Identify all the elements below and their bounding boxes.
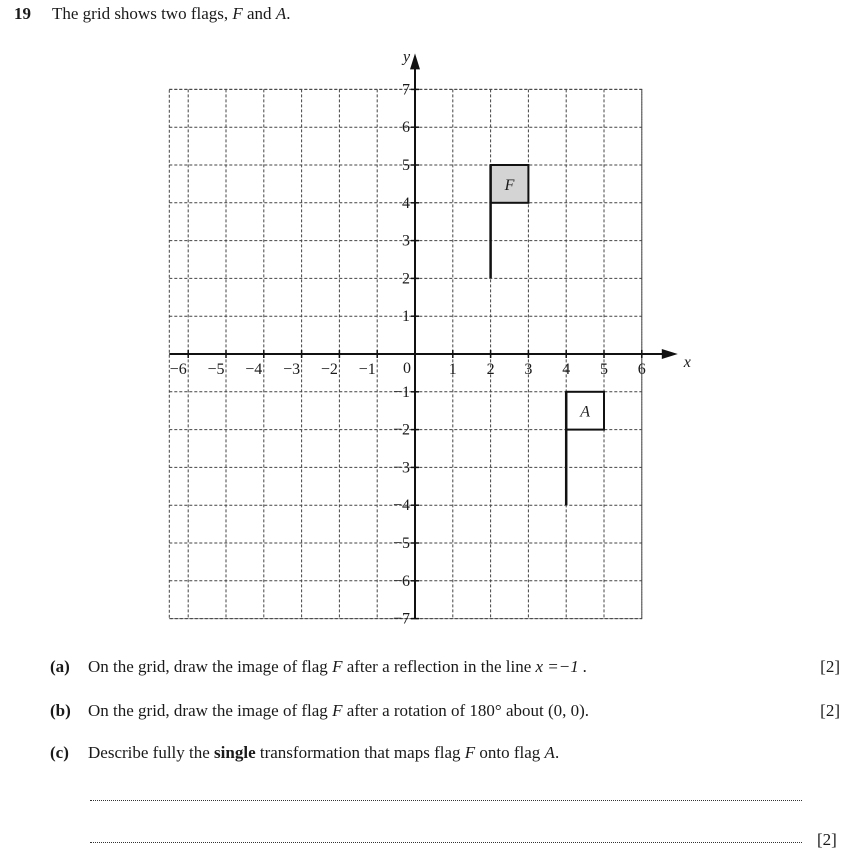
part-a-text: On the grid, draw the image of flag	[88, 657, 328, 676]
y-tick-label: −4	[392, 497, 410, 515]
answer-line-2[interactable]	[90, 842, 802, 843]
part-c-marks: [2]	[817, 830, 837, 849]
question-end: .	[286, 4, 291, 23]
part-c-label: (c)	[50, 743, 69, 762]
part-a-label: (a)	[50, 657, 70, 676]
answer-line-1[interactable]	[90, 800, 802, 801]
y-tick-label: −7	[392, 610, 410, 628]
x-axis-label: x	[683, 354, 691, 371]
y-tick-label: 6	[402, 119, 410, 137]
part-b-label: (b)	[50, 701, 71, 720]
y-tick-label: −2	[392, 421, 410, 439]
x-tick-label: 6	[637, 361, 646, 378]
part-b	[50, 701, 840, 721]
part-c-text: Describe fully the	[88, 743, 210, 762]
y-tick-label: −1	[392, 383, 410, 401]
flag-name-f: F	[232, 4, 243, 23]
x-tick-label: 2	[486, 361, 495, 378]
x-tick-label: 5	[600, 361, 608, 378]
x-tick-label: −1	[358, 361, 376, 378]
part-b-text: On the grid, draw the image of flag	[88, 701, 328, 720]
y-tick-label: −6	[392, 572, 410, 590]
x-tick-label: 3	[524, 361, 533, 378]
axes	[169, 48, 691, 618]
x-tick-label: 1	[448, 361, 457, 378]
x-tick-label: 4	[562, 361, 571, 378]
x-axis-arrow	[662, 349, 678, 359]
part-c-flag-f: F	[464, 743, 476, 762]
y-tick-label: 1	[402, 308, 410, 326]
part-a	[50, 657, 840, 677]
y-tick-label: 3	[402, 232, 410, 250]
x-tick-label: −4	[245, 361, 263, 378]
part-c-text2: transformation that maps flag	[259, 743, 461, 762]
x-tick-label: −6	[169, 361, 187, 378]
flags	[491, 165, 604, 505]
part-c-text3: onto flag	[479, 743, 541, 762]
part-b-text2: after a rotation of 180° about (0, 0).	[346, 701, 590, 720]
part-c	[50, 743, 840, 763]
flag-f-label: F	[504, 176, 515, 194]
question-text: The grid shows two flags,	[52, 4, 229, 23]
y-tick-label: 5	[402, 157, 410, 174]
part-a-equation: x =−1 .	[535, 657, 588, 676]
y-axis-label: y	[403, 48, 411, 66]
y-tick-label: −3	[392, 459, 410, 477]
part-c-bold: single	[214, 743, 256, 762]
y-axis-arrow	[410, 53, 420, 69]
part-a-flag: F	[332, 657, 343, 676]
flag-name-a: A	[275, 4, 287, 23]
part-a-text2: after a reflection in the line	[346, 657, 532, 676]
y-tick-label: 7	[402, 81, 410, 99]
part-b-marks: [2]	[820, 701, 840, 720]
origin-label: 0	[403, 360, 411, 377]
and-word: and	[247, 4, 272, 23]
part-c-flag-a: A	[544, 743, 555, 762]
part-a-marks: [2]	[820, 657, 840, 676]
y-tick-label: 4	[402, 194, 410, 212]
question-number: 19	[14, 4, 31, 23]
flag-a-label: A	[580, 403, 590, 421]
x-tick-label: −2	[320, 361, 338, 378]
y-tick-label: −5	[392, 535, 410, 552]
part-b-flag: F	[332, 701, 343, 720]
y-tick-label: 2	[402, 270, 410, 288]
x-tick-label: −3	[283, 361, 301, 378]
x-tick-label: −5	[207, 361, 225, 378]
part-c-end: .	[554, 743, 560, 762]
